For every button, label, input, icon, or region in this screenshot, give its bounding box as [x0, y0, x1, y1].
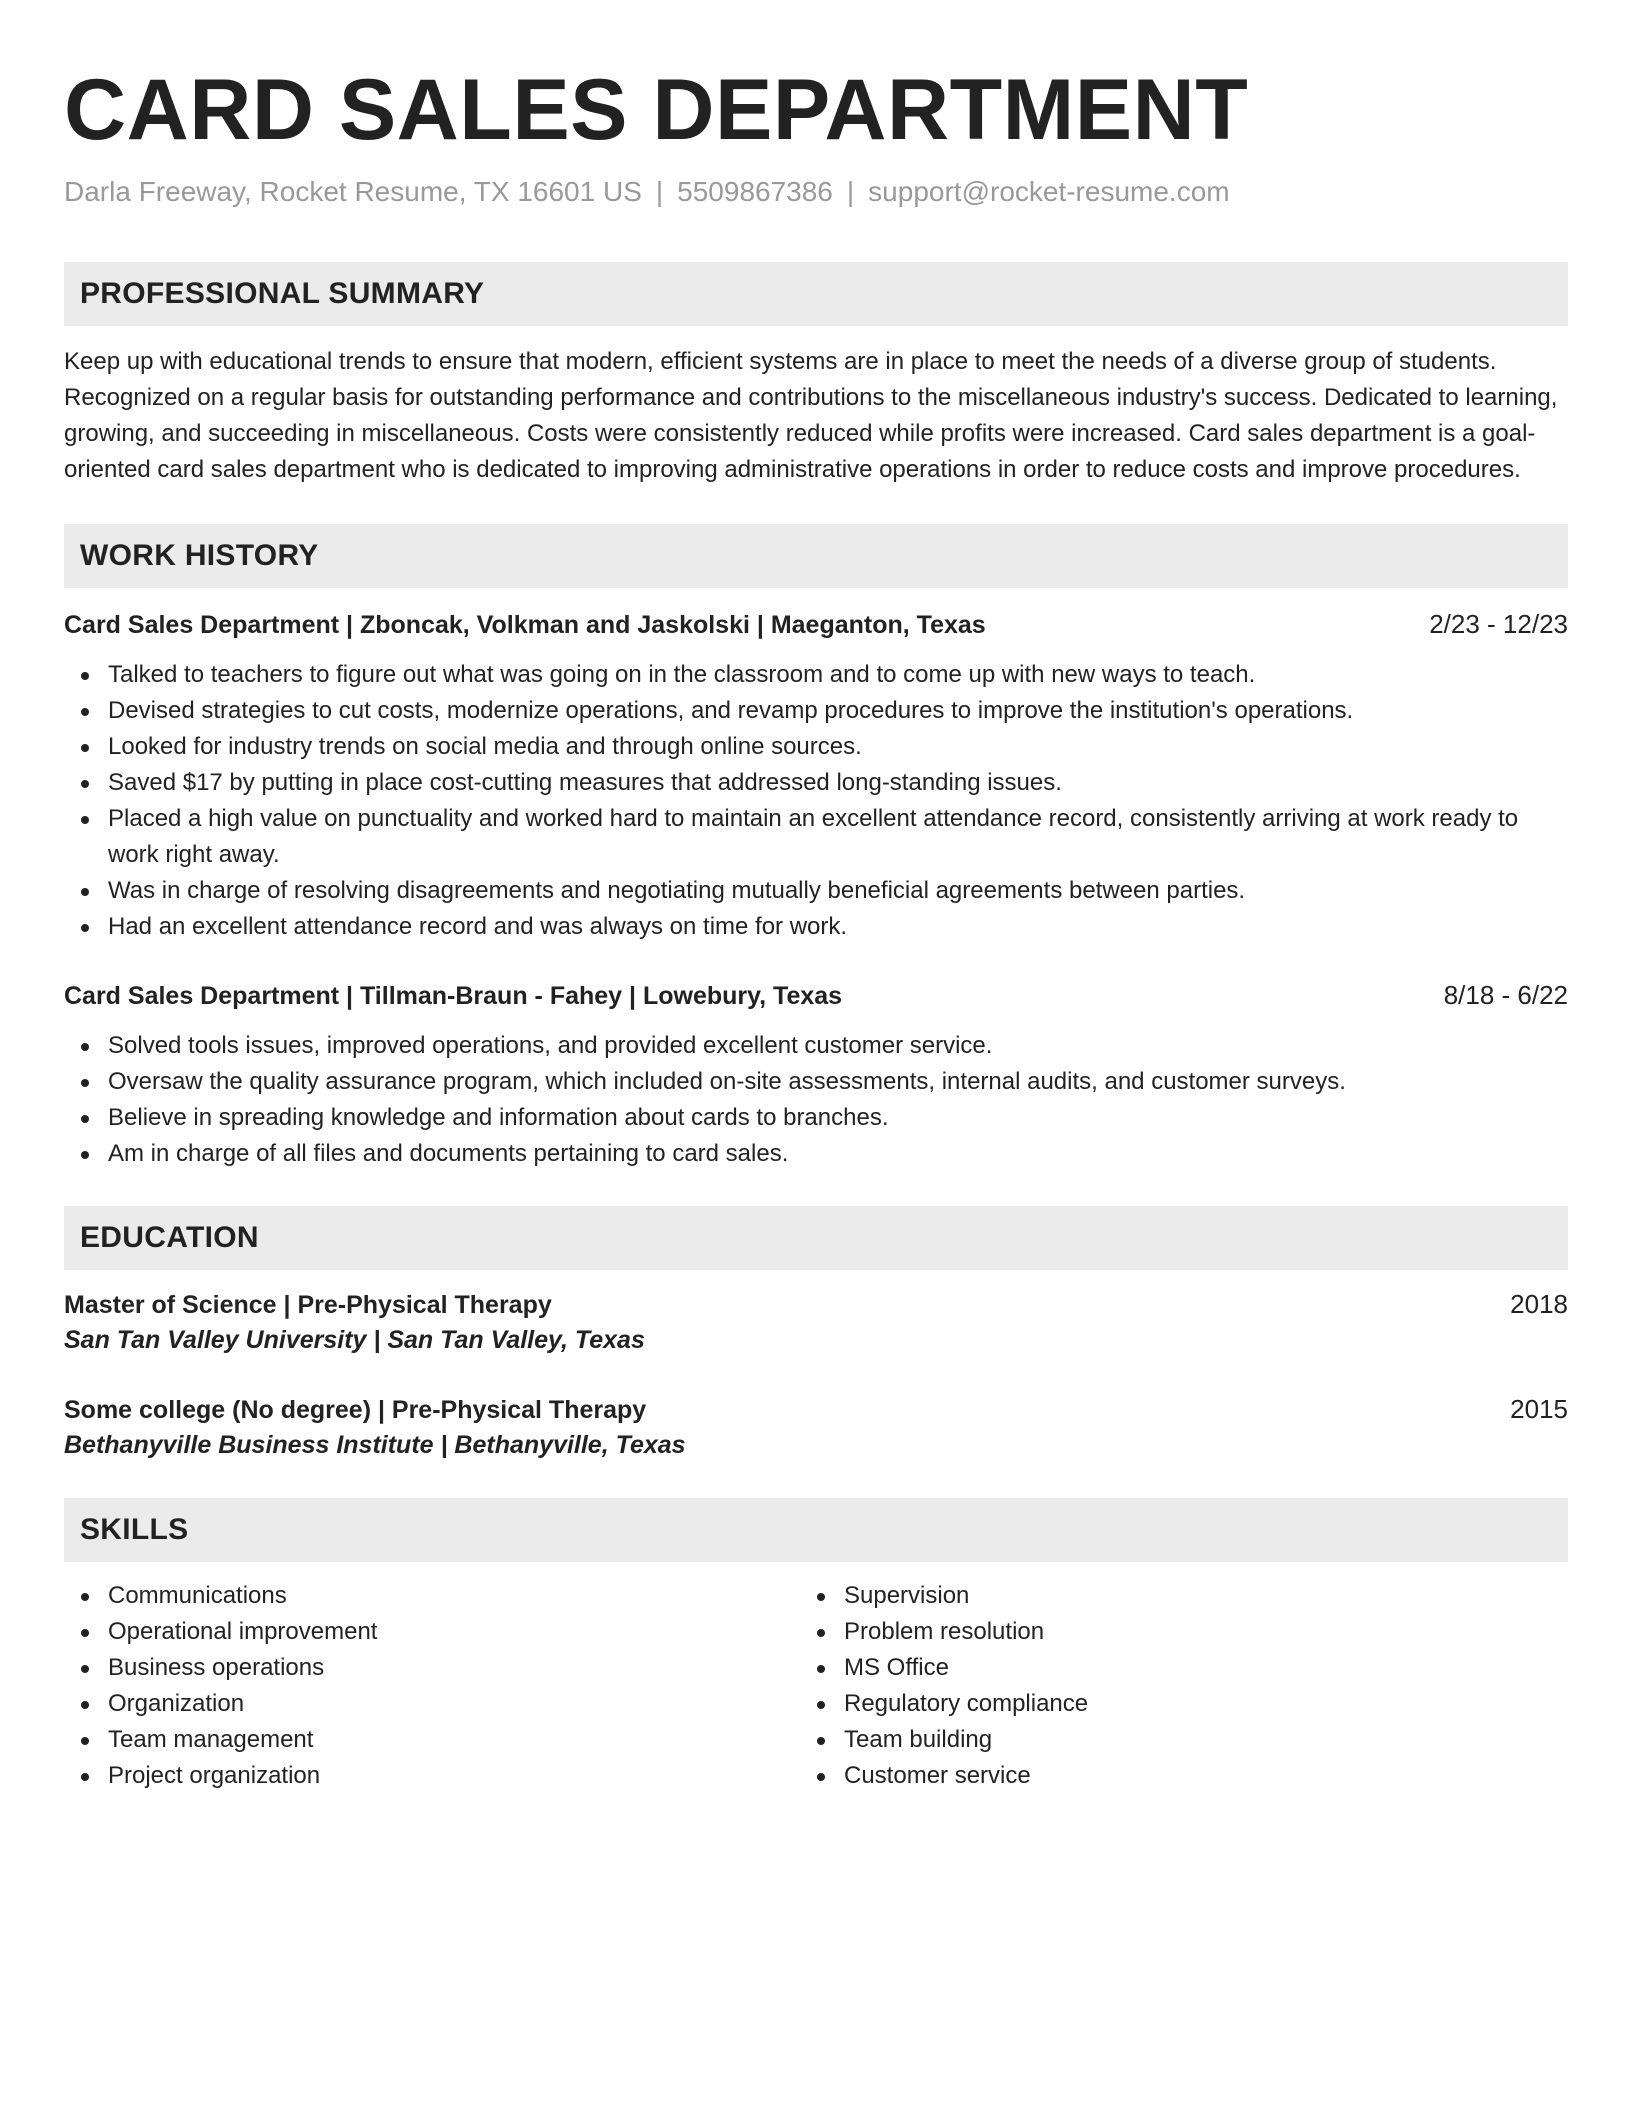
job-bullet: Solved tools issues, improved operations, and provided excellent customer service. — [64, 1028, 1568, 1064]
job-header — [64, 608, 1568, 641]
job-bullet: Oversaw the quality assurance program, which included on-site assessments, internal audits, and customer surveys. — [64, 1064, 1568, 1100]
job-bullet: Had an excellent attendance record and was always on time for work. — [64, 909, 1568, 945]
contact-separator: | — [846, 176, 855, 207]
job-title: Card Sales Department | Zboncak, Volkman and Jaskolski | Maeganton, Texas — [64, 611, 986, 639]
job-entry — [64, 979, 1568, 1172]
skill-item: MS Office — [800, 1650, 1536, 1686]
job-bullet: Saved $17 by putting in place cost-cutting measures that addressed long-standing issues. — [64, 765, 1568, 801]
skills-heading: SKILLS — [64, 1498, 1568, 1562]
job-entry — [64, 608, 1568, 945]
skill-item: Supervision — [800, 1578, 1536, 1614]
education-year: 2018 — [1510, 1289, 1568, 1319]
job-dates: 8/18 - 6/22 — [1443, 980, 1568, 1010]
education-year: 2015 — [1510, 1394, 1568, 1424]
job-bullet: Am in charge of all files and documents pertaining to card sales. — [64, 1136, 1568, 1172]
skill-item: Team building — [800, 1722, 1536, 1758]
skill-item: Business operations — [64, 1650, 800, 1686]
skill-item: Project organization — [64, 1758, 800, 1794]
candidate-name: CARD SALES DEPARTMENT — [64, 62, 1249, 158]
skill-item: Customer service — [800, 1758, 1536, 1794]
job-bullet: Talked to teachers to figure out what was going on in the classroom and to come up with new ways to teach. — [64, 657, 1568, 693]
education-heading: EDUCATION — [64, 1206, 1568, 1270]
job-header — [64, 979, 1568, 1012]
job-bullets — [64, 1028, 1568, 1172]
job-bullets — [64, 657, 1568, 945]
education-header — [64, 1393, 1568, 1426]
contact-line — [64, 174, 1568, 210]
job-dates: 2/23 - 12/23 — [1429, 609, 1568, 639]
contact-phone: 5509867386 — [677, 176, 833, 207]
education-school: San Tan Valley University | San Tan Valley, Texas — [64, 1326, 645, 1354]
education-entry — [64, 1288, 1568, 1359]
skills-column-right — [800, 1578, 1536, 1794]
skill-item: Problem resolution — [800, 1614, 1536, 1650]
job-bullet: Looked for industry trends on social media and through online sources. — [64, 729, 1568, 765]
skill-item: Regulatory compliance — [800, 1686, 1536, 1722]
education-entry — [64, 1393, 1568, 1464]
summary-text: Keep up with educational trends to ensure that modern, efficient systems are in place to meet the needs of a diverse group of students. Recognized on a regular basis for outstanding performance and contributions to the miscellaneous industry's success. Dedicated to learning, growing, and succeeding in miscellaneous. Costs were consistently reduced while profits were increased. Card sales department is a goal-oriented card sales department who is dedicated to improving administrative operations in order to reduce costs and improve procedures. — [64, 348, 1558, 483]
job-bullet: Believe in spreading knowledge and information about cards to branches. — [64, 1100, 1568, 1136]
job-bullet: Placed a high value on punctuality and worked hard to maintain an excellent attendance record, consistently arriving at work ready to work right away. — [64, 801, 1568, 873]
contact-email: support@rocket-resume.com — [868, 176, 1230, 207]
job-bullet: Was in charge of resolving disagreements and negotiating mutually beneficial agreements between parties. — [64, 873, 1568, 909]
contact-address: Darla Freeway, Rocket Resume, TX 16601 US — [64, 176, 642, 207]
skill-item: Team management — [64, 1722, 800, 1758]
job-title: Card Sales Department | Tillman-Braun - Fahey | Lowebury, Texas — [64, 982, 843, 1010]
work-history-heading: WORK HISTORY — [64, 524, 1568, 588]
education-degree: Master of Science | Pre-Physical Therapy — [64, 1291, 552, 1319]
education-school: Bethanyville Business Institute | Bethanyville, Texas — [64, 1431, 686, 1459]
skill-item: Operational improvement — [64, 1614, 800, 1650]
skill-item: Communications — [64, 1578, 800, 1614]
skills-grid — [64, 1578, 1568, 1794]
education-header — [64, 1288, 1568, 1321]
education-degree: Some college (No degree) | Pre-Physical Therapy — [64, 1396, 647, 1424]
summary-heading: PROFESSIONAL SUMMARY — [64, 262, 1568, 326]
contact-separator: | — [655, 176, 664, 207]
skills-column-left — [64, 1578, 800, 1794]
job-bullet: Devised strategies to cut costs, modernize operations, and revamp procedures to improve the institution's operations. — [64, 693, 1568, 729]
skill-item: Organization — [64, 1686, 800, 1722]
